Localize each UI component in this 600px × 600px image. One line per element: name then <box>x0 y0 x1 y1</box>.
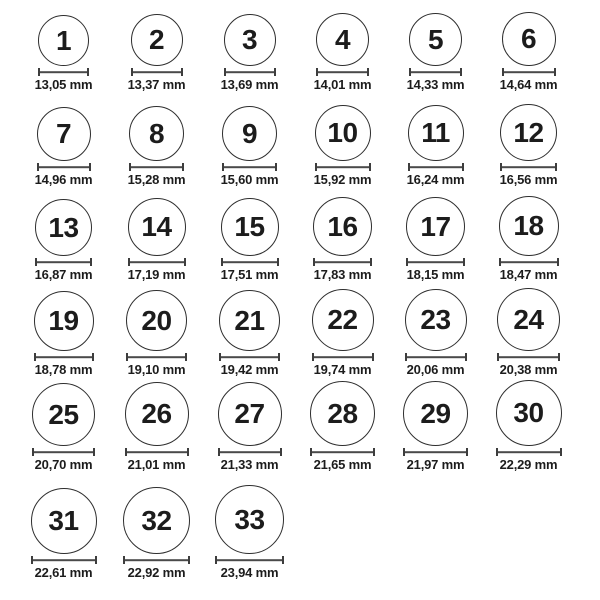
ring-size-number: 25 <box>48 398 79 430</box>
diameter-measure-line <box>221 258 279 266</box>
ring-size-number: 6 <box>520 23 537 54</box>
ring-circle <box>409 13 462 66</box>
ring-size-item <box>389 190 482 285</box>
diameter-label: 14,96 mm <box>34 172 93 187</box>
ring-size-number: 10 <box>327 117 358 148</box>
ring-circle <box>222 106 277 161</box>
diameter-label: 13,05 mm <box>34 77 93 92</box>
diameter-measure-line <box>316 68 369 76</box>
diameter-label: 17,51 mm <box>220 267 279 282</box>
ring-size-number: 2 <box>148 24 165 55</box>
ring-circle <box>129 106 184 161</box>
diameter-label: 19,42 mm <box>220 362 279 377</box>
ring-circle <box>405 289 467 351</box>
ring-size-item <box>17 0 110 95</box>
diameter-measure-line <box>222 163 277 171</box>
ring-size-item <box>110 190 203 285</box>
ring-size-number: 19 <box>48 305 79 336</box>
ring-size-number: 14 <box>141 211 172 242</box>
ring-size-item <box>482 380 575 475</box>
diameter-label: 14,01 mm <box>313 77 372 92</box>
ring-size-item <box>482 285 575 380</box>
ring-size-number: 28 <box>327 397 358 429</box>
ring-circle <box>125 382 189 446</box>
ring-size-number: 5 <box>427 23 444 55</box>
diameter-label: 13,37 mm <box>127 77 186 92</box>
diameter-label: 22,61 mm <box>34 565 93 580</box>
diameter-label: 21,01 mm <box>127 457 186 472</box>
diameter-measure-line <box>499 258 559 266</box>
ring-size-item <box>482 190 575 285</box>
diameter-measure-line <box>313 258 372 266</box>
ring-size-number: 18 <box>513 210 544 241</box>
diameter-measure-line <box>123 556 190 564</box>
ring-circle <box>38 15 89 66</box>
ring-size-item <box>296 380 389 475</box>
ring-size-item <box>389 380 482 475</box>
ring-size-number: 3 <box>241 24 258 55</box>
ring-size-number: 30 <box>513 397 544 428</box>
ring-circle <box>406 197 465 256</box>
diameter-measure-line <box>31 556 97 564</box>
diameter-label: 14,33 mm <box>406 77 465 92</box>
diameter-measure-line <box>405 353 467 361</box>
ring-size-number: 11 <box>421 117 450 148</box>
ring-size-item <box>110 95 203 190</box>
ring-size-number: 4 <box>334 23 351 55</box>
diameter-label: 16,56 mm <box>499 172 558 187</box>
ring-size-number: 12 <box>513 116 544 148</box>
ring-size-number: 29 <box>420 397 451 429</box>
diameter-measure-line <box>37 163 91 171</box>
ring-circle <box>34 291 94 351</box>
diameter-label: 20,06 mm <box>406 362 465 377</box>
chart-row <box>17 190 600 285</box>
ring-size-item <box>203 190 296 285</box>
ring-size-item <box>17 475 110 600</box>
diameter-label: 18,15 mm <box>406 267 465 282</box>
ring-size-item <box>110 0 203 95</box>
ring-size-number: 1 <box>55 24 72 56</box>
chart-row <box>17 380 600 475</box>
diameter-label: 13,69 mm <box>220 77 279 92</box>
diameter-label: 18,78 mm <box>34 362 93 377</box>
ring-circle <box>408 105 464 161</box>
chart-row <box>17 475 600 600</box>
ring-circle <box>316 13 369 66</box>
ring-circle <box>403 381 468 446</box>
ring-size-number: 24 <box>513 303 544 335</box>
ring-circle <box>31 488 97 554</box>
ring-circle <box>500 104 557 161</box>
ring-circle <box>218 382 282 446</box>
ring-size-item <box>17 380 110 475</box>
diameter-label: 15,60 mm <box>220 172 279 187</box>
ring-circle <box>224 14 276 66</box>
ring-size-item <box>110 475 203 600</box>
ring-size-item <box>482 0 575 95</box>
diameter-label: 21,65 mm <box>313 457 372 472</box>
diameter-measure-line <box>403 448 468 456</box>
ring-size-item <box>482 95 575 190</box>
ring-circle <box>502 12 556 66</box>
ring-size-item <box>17 190 110 285</box>
ring-size-number: 13 <box>48 211 79 243</box>
ring-circle <box>312 289 374 351</box>
ring-size-item <box>389 285 482 380</box>
diameter-label: 16,24 mm <box>406 172 465 187</box>
diameter-measure-line <box>408 163 464 171</box>
chart-row <box>17 285 600 380</box>
diameter-label: 19,74 mm <box>313 362 372 377</box>
diameter-measure-line <box>310 448 375 456</box>
ring-circle <box>131 14 183 66</box>
diameter-measure-line <box>497 353 560 361</box>
diameter-measure-line <box>406 258 465 266</box>
ring-circle <box>313 197 372 256</box>
diameter-measure-line <box>34 353 94 361</box>
ring-circle <box>37 107 91 161</box>
diameter-measure-line <box>500 163 557 171</box>
ring-size-number: 26 <box>141 398 172 429</box>
diameter-label: 18,47 mm <box>499 267 558 282</box>
diameter-measure-line <box>128 258 186 266</box>
ring-size-item <box>17 285 110 380</box>
diameter-measure-line <box>129 163 184 171</box>
ring-size-number: 21 <box>234 304 265 336</box>
ring-size-item <box>203 0 296 95</box>
ring-circle <box>215 485 284 554</box>
ring-size-item <box>296 190 389 285</box>
diameter-measure-line <box>126 353 187 361</box>
chart-row <box>17 0 600 95</box>
diameter-label: 15,28 mm <box>127 172 186 187</box>
diameter-measure-line <box>35 258 92 266</box>
ring-size-number: 15 <box>234 211 265 242</box>
ring-size-item <box>203 475 296 600</box>
ring-size-number: 31 <box>48 505 79 536</box>
chart-row <box>17 95 600 190</box>
ring-circle <box>123 487 190 554</box>
diameter-label: 21,97 mm <box>406 457 465 472</box>
ring-size-number: 7 <box>55 118 72 149</box>
diameter-label: 17,19 mm <box>127 267 186 282</box>
ring-size-number: 16 <box>327 210 358 242</box>
diameter-measure-line <box>496 448 562 456</box>
diameter-label: 23,94 mm <box>220 565 279 580</box>
ring-circle <box>126 290 187 351</box>
diameter-measure-line <box>315 163 371 171</box>
ring-size-item <box>17 95 110 190</box>
ring-size-number: 8 <box>148 117 165 149</box>
ring-circle <box>32 383 95 446</box>
diameter-measure-line <box>131 68 183 76</box>
diameter-label: 17,83 mm <box>313 267 372 282</box>
diameter-label: 21,33 mm <box>220 457 279 472</box>
ring-circle <box>496 380 562 446</box>
diameter-measure-line <box>219 353 280 361</box>
ring-size-number: 17 <box>420 210 451 242</box>
ring-size-item <box>389 95 482 190</box>
ring-circle <box>35 199 92 256</box>
diameter-label: 16,87 mm <box>34 267 93 282</box>
diameter-label: 15,92 mm <box>313 172 372 187</box>
ring-size-item <box>296 95 389 190</box>
diameter-measure-line <box>502 68 556 76</box>
ring-circle <box>128 198 186 256</box>
ring-size-number: 20 <box>141 304 172 336</box>
diameter-label: 14,64 mm <box>499 77 558 92</box>
ring-circle <box>497 288 560 351</box>
diameter-measure-line <box>218 448 282 456</box>
diameter-label: 20,38 mm <box>499 362 558 377</box>
ring-size-item <box>203 380 296 475</box>
ring-size-number: 23 <box>420 304 451 335</box>
diameter-measure-line <box>125 448 189 456</box>
ring-size-number: 27 <box>234 398 265 429</box>
ring-size-number: 32 <box>141 504 172 536</box>
ring-size-item <box>110 380 203 475</box>
diameter-measure-line <box>215 556 284 564</box>
diameter-label: 22,29 mm <box>499 457 558 472</box>
ring-size-item <box>203 95 296 190</box>
ring-size-item <box>110 285 203 380</box>
ring-circle <box>221 198 279 256</box>
diameter-measure-line <box>224 68 276 76</box>
ring-circle <box>219 290 280 351</box>
diameter-label: 19,10 mm <box>127 362 186 377</box>
diameter-measure-line <box>409 68 462 76</box>
diameter-label: 20,70 mm <box>34 457 93 472</box>
diameter-measure-line <box>32 448 95 456</box>
ring-size-number: 9 <box>241 117 258 149</box>
ring-circle <box>499 196 559 256</box>
ring-circle <box>315 105 371 161</box>
ring-circle <box>310 381 375 446</box>
ring-size-number: 33 <box>234 503 265 535</box>
ring-size-item <box>389 0 482 95</box>
ring-size-number: 22 <box>327 304 358 335</box>
ring-size-item <box>296 0 389 95</box>
diameter-label: 22,92 mm <box>127 565 186 580</box>
diameter-measure-line <box>312 353 374 361</box>
diameter-measure-line <box>38 68 89 76</box>
ring-size-item <box>203 285 296 380</box>
ring-size-item <box>296 285 389 380</box>
